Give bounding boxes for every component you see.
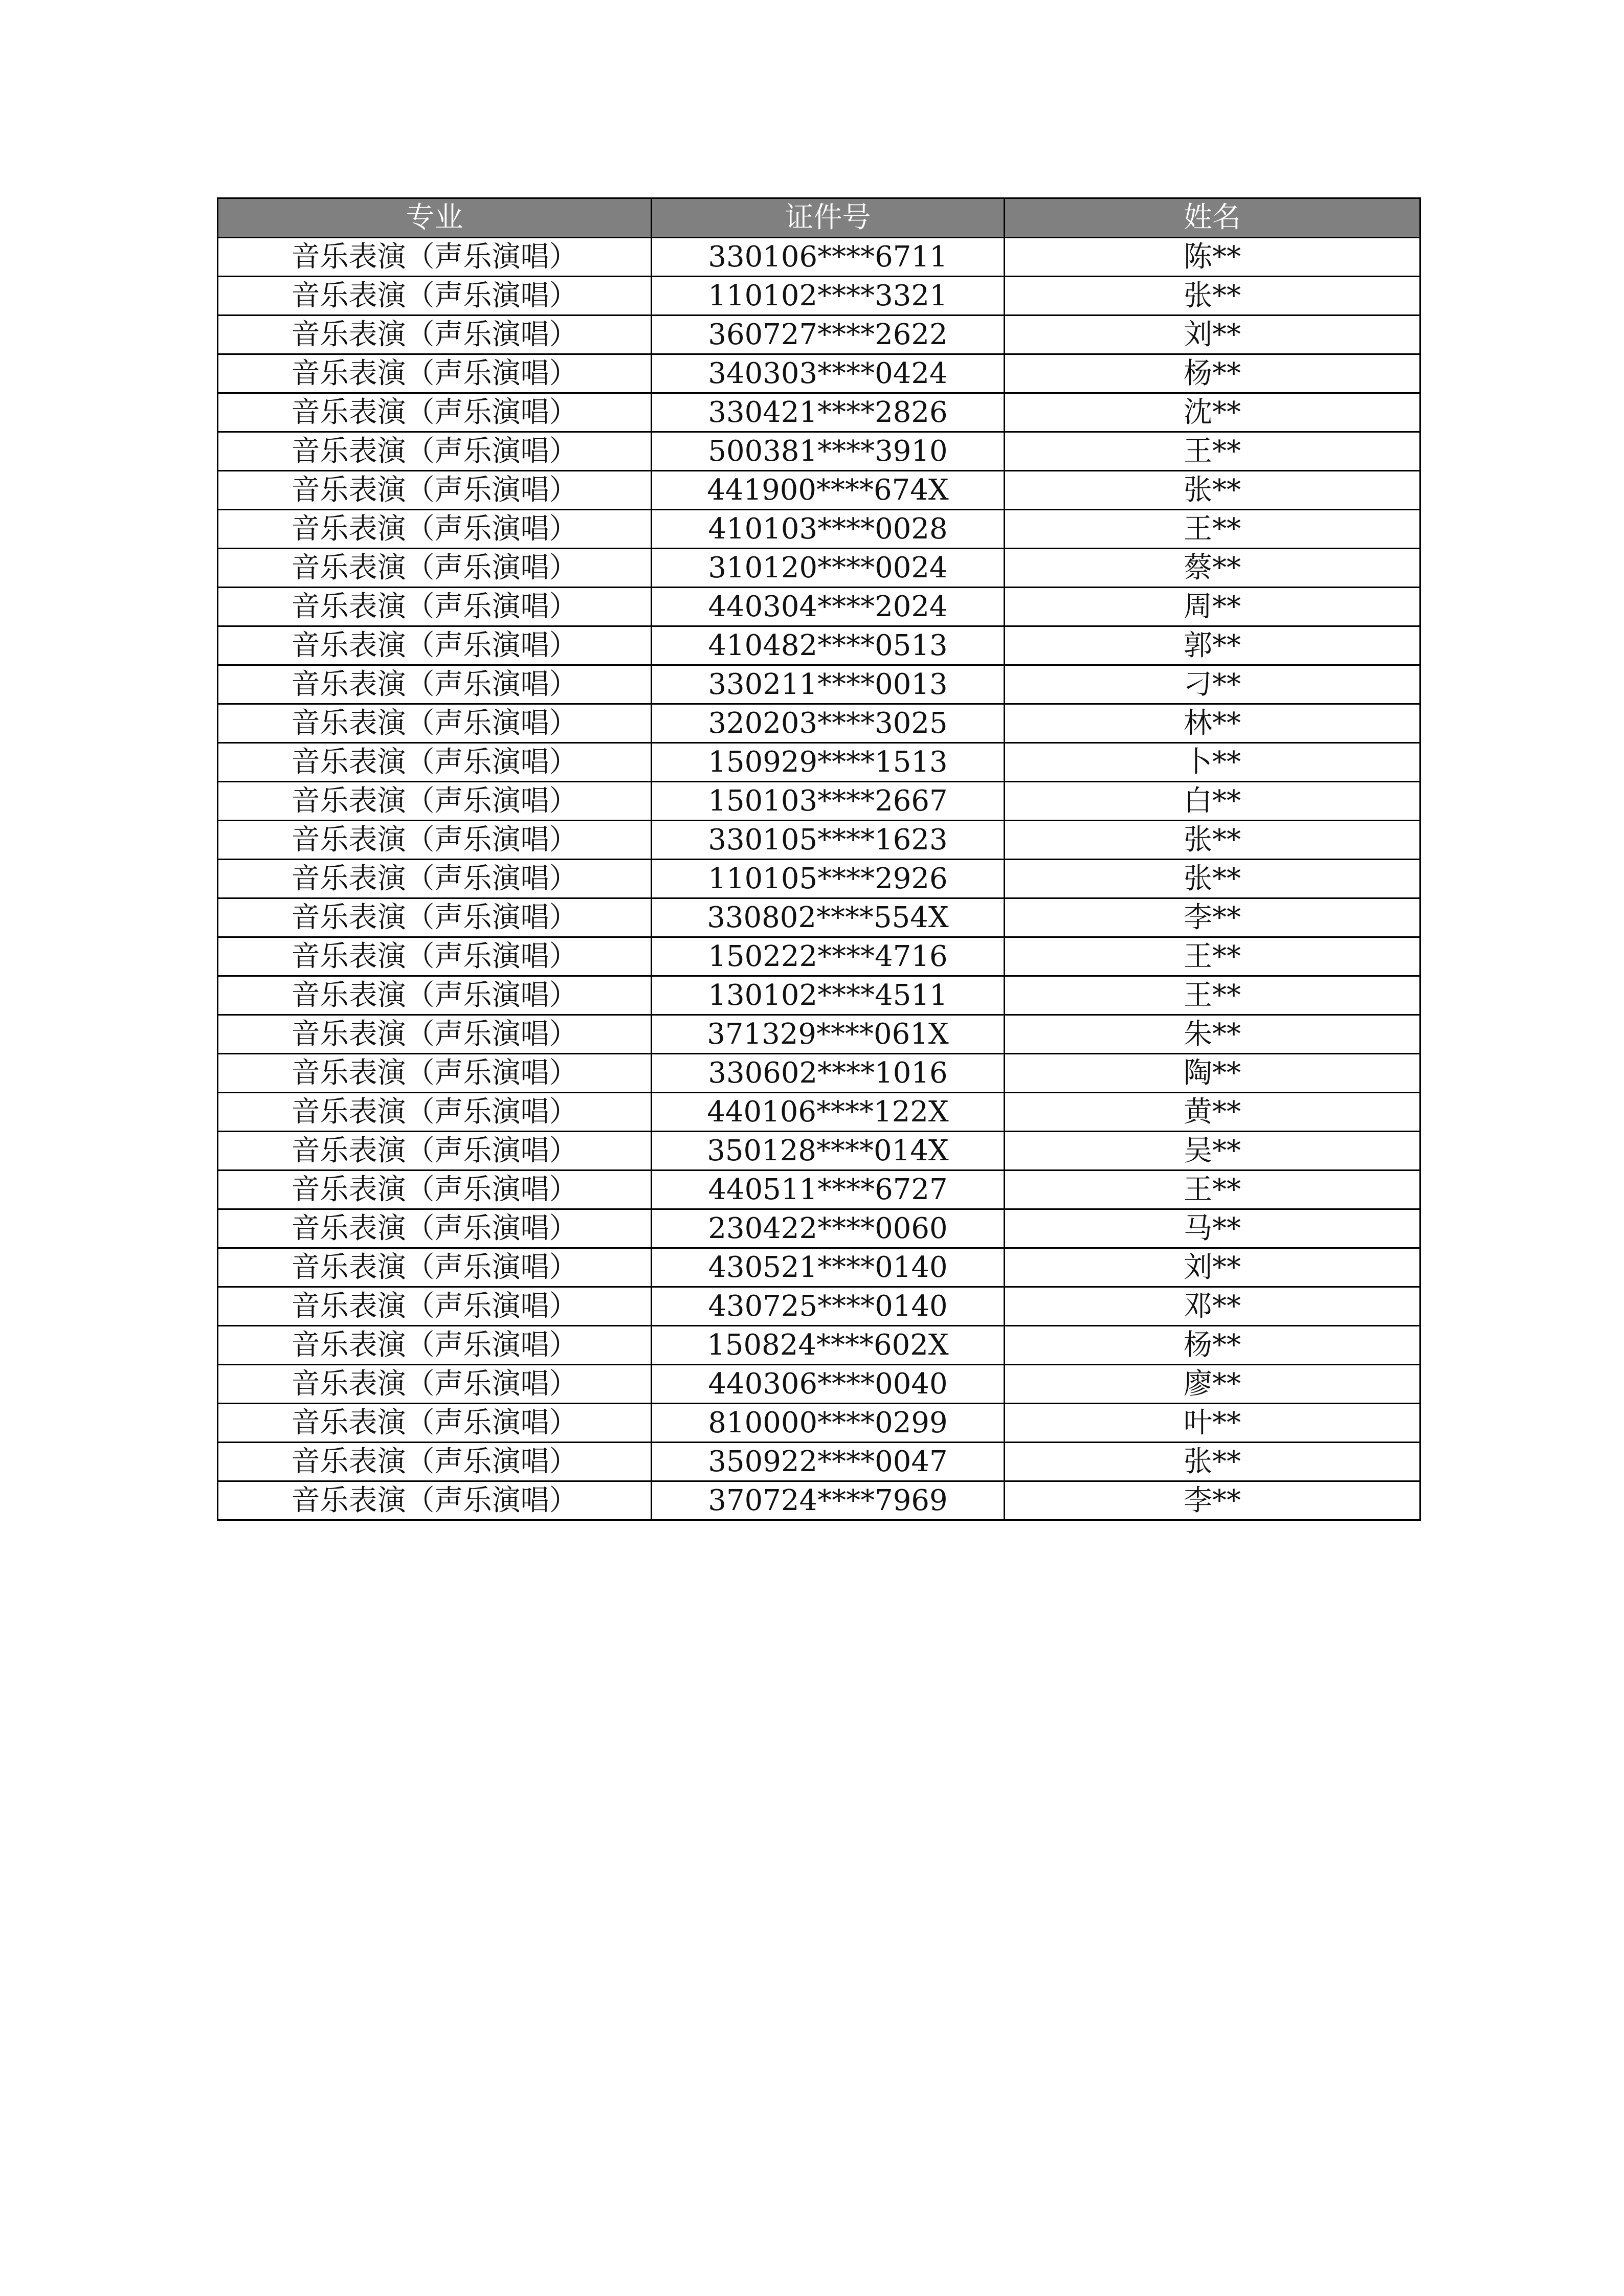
cell-major: 音乐表演（声乐演唱） [218, 1404, 652, 1443]
table-row [218, 976, 1420, 1015]
cell-name: 周** [1005, 588, 1420, 626]
cell-id-number: 340303****0424 [652, 354, 1005, 393]
header-name: 姓名 [1005, 198, 1420, 238]
cell-id-number: 360727****2622 [652, 316, 1005, 354]
cell-major: 音乐表演（声乐演唱） [218, 821, 652, 860]
cell-name: 蔡** [1005, 549, 1420, 588]
cell-major: 音乐表演（声乐演唱） [218, 471, 652, 510]
cell-major: 音乐表演（声乐演唱） [218, 743, 652, 782]
cell-name: 邓** [1005, 1287, 1420, 1326]
cell-major: 音乐表演（声乐演唱） [218, 277, 652, 316]
cell-id-number: 370724****7969 [652, 1481, 1005, 1520]
cell-id-number: 330421****2826 [652, 393, 1005, 432]
table-row [218, 1365, 1420, 1404]
cell-name: 张** [1005, 821, 1420, 860]
cell-id-number: 330802****554X [652, 898, 1005, 937]
cell-name: 王** [1005, 1170, 1420, 1209]
table-row [218, 1093, 1420, 1132]
header-id-number: 证件号 [652, 198, 1005, 238]
cell-name: 黄** [1005, 1093, 1420, 1132]
table-row [218, 626, 1420, 665]
cell-major: 音乐表演（声乐演唱） [218, 898, 652, 937]
cell-name: 白** [1005, 782, 1420, 821]
table-row [218, 393, 1420, 432]
cell-name: 刘** [1005, 316, 1420, 354]
table-row [218, 510, 1420, 549]
table-row [218, 1326, 1420, 1365]
table-row [218, 277, 1420, 316]
table-row [218, 1248, 1420, 1287]
table-row [218, 860, 1420, 898]
cell-name: 王** [1005, 432, 1420, 471]
cell-name: 刁** [1005, 665, 1420, 704]
cell-name: 杨** [1005, 1326, 1420, 1365]
cell-name: 郭** [1005, 626, 1420, 665]
cell-major: 音乐表演（声乐演唱） [218, 1443, 652, 1481]
cell-major: 音乐表演（声乐演唱） [218, 354, 652, 393]
cell-id-number: 110105****2926 [652, 860, 1005, 898]
cell-id-number: 441900****674X [652, 471, 1005, 510]
table-row [218, 354, 1420, 393]
cell-major: 音乐表演（声乐演唱） [218, 238, 652, 277]
cell-name: 李** [1005, 1481, 1420, 1520]
cell-name: 陶** [1005, 1054, 1420, 1093]
table-row [218, 1209, 1420, 1248]
table-row [218, 898, 1420, 937]
cell-name: 叶** [1005, 1404, 1420, 1443]
cell-id-number: 150103****2667 [652, 782, 1005, 821]
cell-id-number: 410482****0513 [652, 626, 1005, 665]
table-row [218, 1443, 1420, 1481]
cell-major: 音乐表演（声乐演唱） [218, 1093, 652, 1132]
cell-id-number: 440106****122X [652, 1093, 1005, 1132]
table-row [218, 588, 1420, 626]
table-row [218, 1170, 1420, 1209]
cell-major: 音乐表演（声乐演唱） [218, 1365, 652, 1404]
cell-name: 陈** [1005, 238, 1420, 277]
table-row [218, 316, 1420, 354]
table-row [218, 1287, 1420, 1326]
table-row [218, 665, 1420, 704]
cell-major: 音乐表演（声乐演唱） [218, 1132, 652, 1170]
cell-id-number: 371329****061X [652, 1015, 1005, 1054]
header-major: 专业 [218, 198, 652, 238]
cell-id-number: 150929****1513 [652, 743, 1005, 782]
cell-major: 音乐表演（声乐演唱） [218, 588, 652, 626]
cell-id-number: 130102****4511 [652, 976, 1005, 1015]
cell-id-number: 440304****2024 [652, 588, 1005, 626]
cell-name: 杨** [1005, 354, 1420, 393]
cell-major: 音乐表演（声乐演唱） [218, 1481, 652, 1520]
cell-major: 音乐表演（声乐演唱） [218, 976, 652, 1015]
cell-major: 音乐表演（声乐演唱） [218, 704, 652, 743]
cell-id-number: 500381****3910 [652, 432, 1005, 471]
cell-major: 音乐表演（声乐演唱） [218, 665, 652, 704]
cell-major: 音乐表演（声乐演唱） [218, 1054, 652, 1093]
cell-name: 李** [1005, 898, 1420, 937]
cell-id-number: 310120****0024 [652, 549, 1005, 588]
table-row [218, 937, 1420, 976]
table-row [218, 471, 1420, 510]
table-row [218, 743, 1420, 782]
cell-id-number: 350922****0047 [652, 1443, 1005, 1481]
table-row [218, 821, 1420, 860]
cell-id-number: 430725****0140 [652, 1287, 1005, 1326]
cell-major: 音乐表演（声乐演唱） [218, 1287, 652, 1326]
table-row [218, 238, 1420, 277]
cell-id-number: 150222****4716 [652, 937, 1005, 976]
table-body [218, 238, 1420, 1520]
cell-id-number: 810000****0299 [652, 1404, 1005, 1443]
cell-name: 王** [1005, 937, 1420, 976]
cell-major: 音乐表演（声乐演唱） [218, 1248, 652, 1287]
cell-id-number: 430521****0140 [652, 1248, 1005, 1287]
cell-id-number: 110102****3321 [652, 277, 1005, 316]
table-row [218, 432, 1420, 471]
cell-major: 音乐表演（声乐演唱） [218, 1015, 652, 1054]
table-row [218, 1015, 1420, 1054]
cell-id-number: 230422****0060 [652, 1209, 1005, 1248]
cell-name: 马** [1005, 1209, 1420, 1248]
table-row [218, 1404, 1420, 1443]
cell-major: 音乐表演（声乐演唱） [218, 432, 652, 471]
cell-name: 张** [1005, 1443, 1420, 1481]
table-row [218, 1481, 1420, 1520]
cell-major: 音乐表演（声乐演唱） [218, 1209, 652, 1248]
cell-id-number: 440511****6727 [652, 1170, 1005, 1209]
cell-major: 音乐表演（声乐演唱） [218, 549, 652, 588]
cell-name: 朱** [1005, 1015, 1420, 1054]
cell-major: 音乐表演（声乐演唱） [218, 860, 652, 898]
cell-major: 音乐表演（声乐演唱） [218, 1170, 652, 1209]
cell-name: 张** [1005, 860, 1420, 898]
table-row [218, 1054, 1420, 1093]
cell-name: 廖** [1005, 1365, 1420, 1404]
cell-major: 音乐表演（声乐演唱） [218, 782, 652, 821]
cell-major: 音乐表演（声乐演唱） [218, 626, 652, 665]
table-row [218, 782, 1420, 821]
table-row [218, 549, 1420, 588]
cell-id-number: 150824****602X [652, 1326, 1005, 1365]
cell-name: 张** [1005, 471, 1420, 510]
cell-id-number: 440306****0040 [652, 1365, 1005, 1404]
cell-id-number: 330106****6711 [652, 238, 1005, 277]
cell-name: 刘** [1005, 1248, 1420, 1287]
table-header-row [218, 198, 1420, 238]
cell-name: 吴** [1005, 1132, 1420, 1170]
cell-id-number: 410103****0028 [652, 510, 1005, 549]
cell-id-number: 320203****3025 [652, 704, 1005, 743]
cell-major: 音乐表演（声乐演唱） [218, 316, 652, 354]
table-row [218, 704, 1420, 743]
cell-major: 音乐表演（声乐演唱） [218, 937, 652, 976]
cell-name: 王** [1005, 510, 1420, 549]
cell-name: 张** [1005, 277, 1420, 316]
cell-major: 音乐表演（声乐演唱） [218, 1326, 652, 1365]
cell-major: 音乐表演（声乐演唱） [218, 393, 652, 432]
cell-id-number: 330602****1016 [652, 1054, 1005, 1093]
cell-name: 沈** [1005, 393, 1420, 432]
cell-major: 音乐表演（声乐演唱） [218, 510, 652, 549]
cell-name: 林** [1005, 704, 1420, 743]
cell-id-number: 350128****014X [652, 1132, 1005, 1170]
cell-name: 王** [1005, 976, 1420, 1015]
cell-id-number: 330105****1623 [652, 821, 1005, 860]
cell-name: 卜** [1005, 743, 1420, 782]
table-row [218, 1132, 1420, 1170]
cell-id-number: 330211****0013 [652, 665, 1005, 704]
admission-list-table [217, 197, 1421, 1521]
